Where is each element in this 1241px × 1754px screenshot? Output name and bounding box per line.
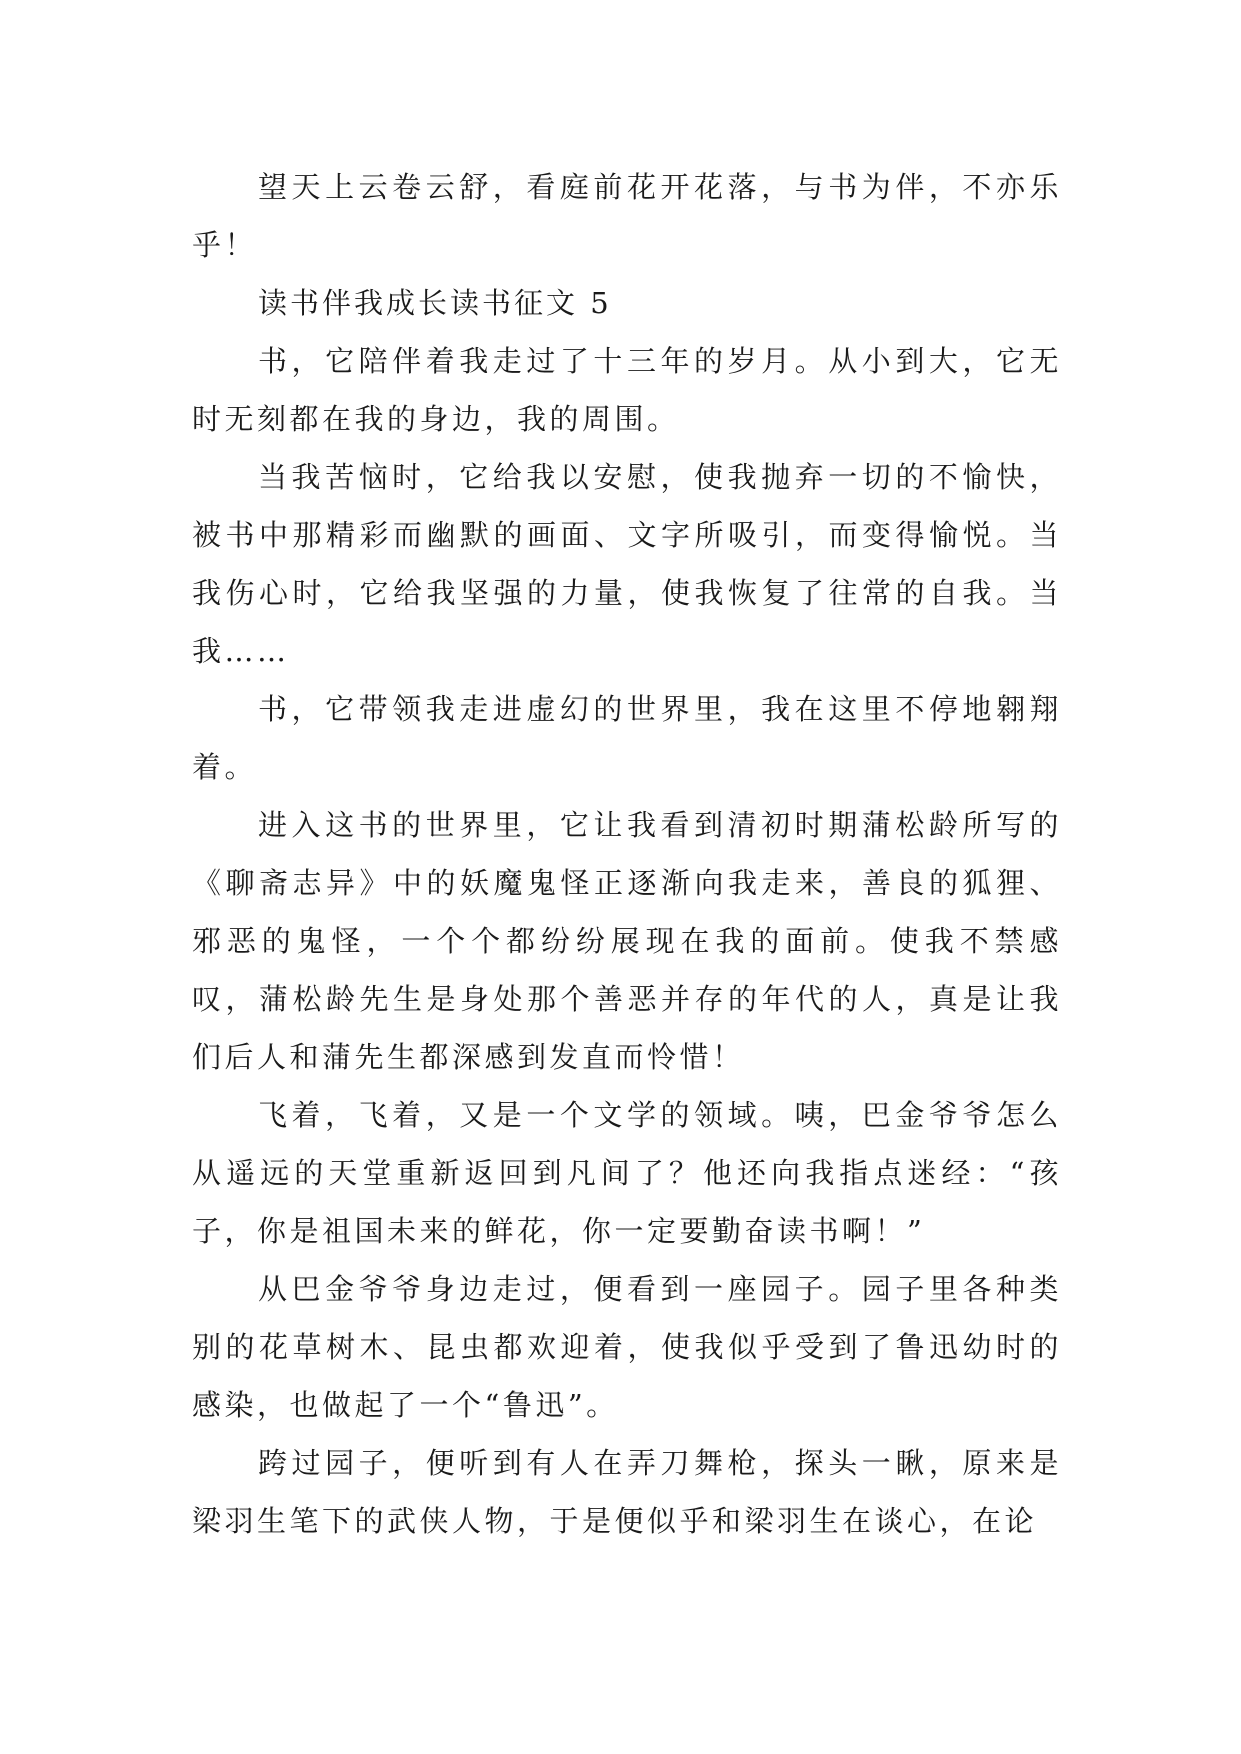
document-body — [192, 158, 1062, 1550]
paragraph: 从巴金爷爷身边走过，便看到一座园子。园子里各种类别的花草树木、昆虫都欢迎着，使我似乎受到了鲁迅幼时的感染，也做起了一个“鲁迅”。 — [192, 1272, 1062, 1422]
paragraph: 飞着，飞着，又是一个文学的领域。咦，巴金爷爷怎么从遥远的天堂重新返回到凡间了？他还向我指点迷经：“孩子，你是祖国未来的鲜花，你一定要勤奋读书啊！” — [192, 1098, 1062, 1248]
paragraph: 书，它陪伴着我走过了十三年的岁月。从小到大，它无时无刻都在我的身边，我的周围。 — [192, 344, 1062, 436]
essay-title: 读书伴我成长读书征文 5 — [258, 286, 612, 320]
paragraph: 当我苦恼时，它给我以安慰，使我抛弃一切的不愉快，被书中那精彩而幽默的画面、文字所吸引，而变得愉悦。当我伤心时，它给我坚强的力量，使我恢复了往常的自我。当我…… — [192, 460, 1062, 668]
paragraph: 进入这书的世界里，它让我看到清初时期蒲松龄所写的《聊斋志异》中的妖魔鬼怪正逐渐向我走来，善良的狐狸、邪恶的鬼怪，一个个都纷纷展现在我的面前。使我不禁感叹，蒲松龄先生是身处那个善恶并存的年代的人，真是让我们后人和蒲先生都深感到发直而怜惜！ — [192, 808, 1062, 1074]
paragraph: 书，它带领我走进虚幻的世界里，我在这里不停地翱翔着。 — [192, 692, 1062, 784]
paragraph-closing-line: 望天上云卷云舒，看庭前花开花落，与书为伴，不亦乐乎！ — [192, 170, 1062, 262]
paragraph: 跨过园子，便听到有人在弄刀舞枪，探头一瞅，原来是梁羽生笔下的武侠人物，于是便似乎和梁羽生在谈心，在论 — [192, 1446, 1062, 1538]
